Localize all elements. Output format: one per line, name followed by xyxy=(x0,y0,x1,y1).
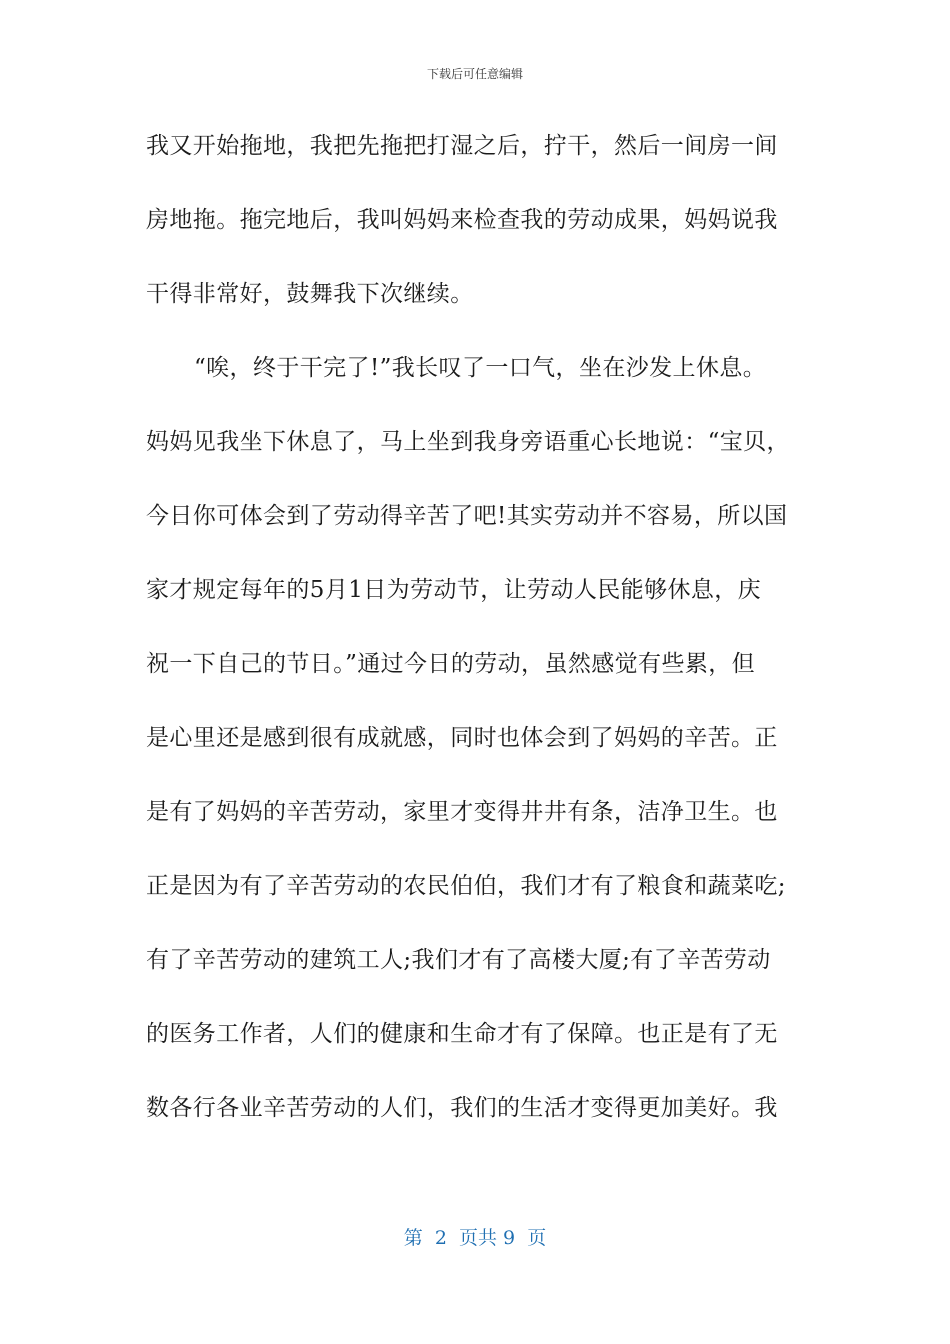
text-line: 有了辛苦劳动的建筑工人;我们才有了高楼大厦;有了辛苦劳动 xyxy=(146,947,771,973)
text-line: 是有了妈妈的辛苦劳动，家里才变得井井有条，洁净卫生。也 xyxy=(146,799,778,825)
document-body xyxy=(146,126,806,1162)
text-line: 家才规定每年的5月1日为劳动节，让劳动人民能够休息，庆 xyxy=(146,577,762,603)
page-number-footer: 第 2 页共 9 页 xyxy=(403,1227,547,1249)
text-line: 我又开始拖地，我把先拖把打湿之后，拧干，然后一间房一间 xyxy=(146,133,778,159)
text-line: 是心里还是感到很有成就感，同时也体会到了妈妈的辛苦。正 xyxy=(146,725,778,751)
paragraph-start-line: “唉，终于干完了!”我长叹了一口气，坐在沙发上休息。 xyxy=(194,355,767,381)
text-line: 正是因为有了辛苦劳动的农民伯伯，我们才有了粮食和蔬菜吃; xyxy=(146,873,786,899)
text-line: 数各行各业辛苦劳动的人们，我们的生活才变得更加美好。我 xyxy=(146,1095,778,1121)
text-line: 房地拖。拖完地后，我叫妈妈来检查我的劳动成果，妈妈说我 xyxy=(146,207,778,233)
text-line: 妈妈见我坐下休息了，马上坐到我身旁语重心长地说：“宝贝， xyxy=(146,429,790,455)
text-line: 今日你可体会到了劳动得辛苦了吧!其实劳动并不容易，所以国 xyxy=(146,503,788,529)
text-line: 的医务工作者，人们的健康和生命才有了保障。也正是有了无 xyxy=(146,1021,778,1047)
text-line: 干得非常好，鼓舞我下次继续。 xyxy=(146,281,474,307)
text-line: 祝一下自己的节日。”通过今日的劳动，虽然感觉有些累，但 xyxy=(146,651,756,677)
page-header: 下载后可任意编辑 xyxy=(426,67,523,81)
